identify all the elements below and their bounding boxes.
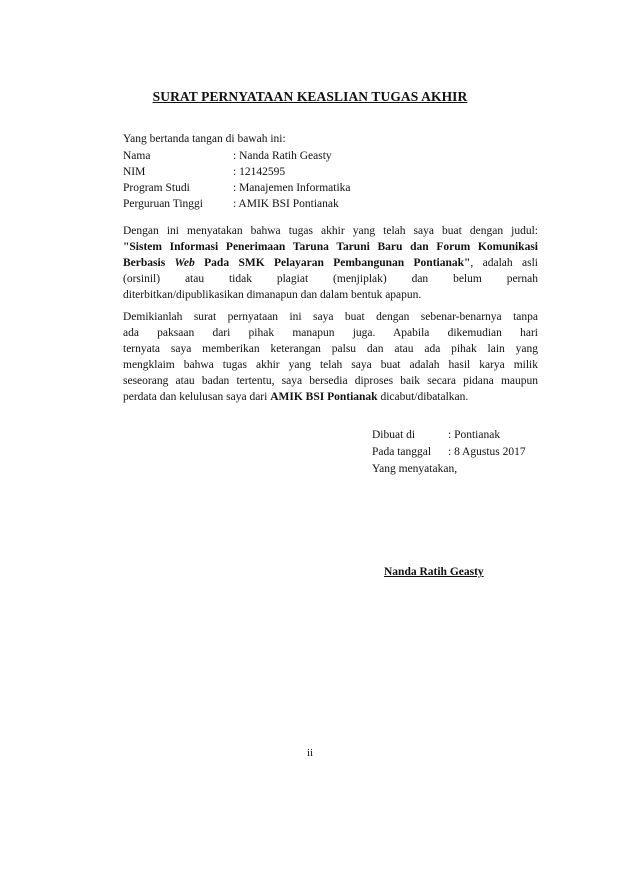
paragraph-line: (orsinil) atau tidak plagiat (menjiplak) dan belum pernah [123, 273, 538, 285]
paragraph-line: seseorang atau badan tertentu, saya bersedia diproses baik secara pidana maupun [123, 375, 538, 387]
identity-row-university [123, 198, 351, 214]
signer-name: Nanda Ratih Geasty [384, 566, 484, 578]
identity-label: Nama [123, 150, 151, 162]
signature-value: : Pontianak [448, 429, 501, 441]
thesis-title-line: "Sistem Informasi Penerimaan Taruna Taruni Baru dan Forum Komunikasi [123, 241, 538, 253]
paragraph-line: Demikianlah surat pernyataan ini saya buat dengan sebenar-benarnya tanpa [123, 311, 538, 323]
identity-value: : AMIK BSI Pontianak [233, 198, 339, 210]
institution-name: AMIK BSI Pontianak [270, 391, 378, 403]
signature-block [372, 427, 526, 478]
identity-label: Perguruan Tinggi [123, 198, 203, 210]
signature-date-row [372, 444, 526, 461]
paragraph-line: ternyata saya memberikan keterangan palsu dan atau ada pihak lain yang [123, 343, 538, 355]
paragraph-text: , adalah asli [470, 257, 539, 269]
thesis-title-text: Berbasis [123, 257, 175, 269]
identity-row-nim [123, 166, 351, 182]
signature-label: Pada tanggal [372, 446, 432, 458]
signature-value: : 8 Agustus 2017 [448, 446, 526, 458]
identity-value: : Manajemen Informatika [233, 182, 351, 194]
document-title: SURAT PERNYATAAN KEASLIAN TUGAS AKHIR [152, 89, 468, 104]
identity-label: Program Studi [123, 182, 190, 194]
page-number: ii [306, 747, 314, 759]
identity-value: : Nanda Ratih Geasty [233, 150, 332, 162]
paragraph-text: dicabut/dibatalkan. [377, 391, 469, 403]
signature-statement [372, 461, 526, 478]
paragraph-line [123, 389, 538, 405]
thesis-title-italic: Web [174, 257, 195, 269]
identity-label: NIM [123, 166, 146, 178]
paragraph-line: diterbitkan/dipublikasikan dimanapun dan dalam bentuk apapun. [123, 289, 422, 301]
identity-table [123, 150, 351, 214]
signature-statement-text: Yang menyatakan, [372, 463, 458, 475]
closing-paragraph [123, 309, 538, 405]
identity-row-name [123, 150, 351, 166]
declaration-paragraph [123, 223, 538, 303]
signature-label: Dibuat di [372, 429, 416, 441]
paragraph-text: perdata dan kelulusan saya dari [123, 391, 271, 403]
paragraph-line [123, 255, 538, 271]
paragraph-line: Dengan ini menyatakan bahwa tugas akhir yang telah saya buat dengan judul: [123, 225, 538, 237]
signature-place-row [372, 427, 526, 444]
thesis-title-text: Pada SMK Pelayaran Pembangunan Pontianak" [194, 257, 471, 269]
identity-value: : 12142595 [233, 166, 286, 178]
identity-row-program [123, 182, 351, 198]
paragraph-line: ada paksaan dari pihak manapun juga. Apabila dikemudian hari [123, 327, 538, 339]
paragraph-line: mengklaim bahwa tugas akhir yang telah saya buat adalah hasil karya milik [123, 359, 538, 371]
intro-text: Yang bertanda tangan di bawah ini: [123, 133, 286, 145]
